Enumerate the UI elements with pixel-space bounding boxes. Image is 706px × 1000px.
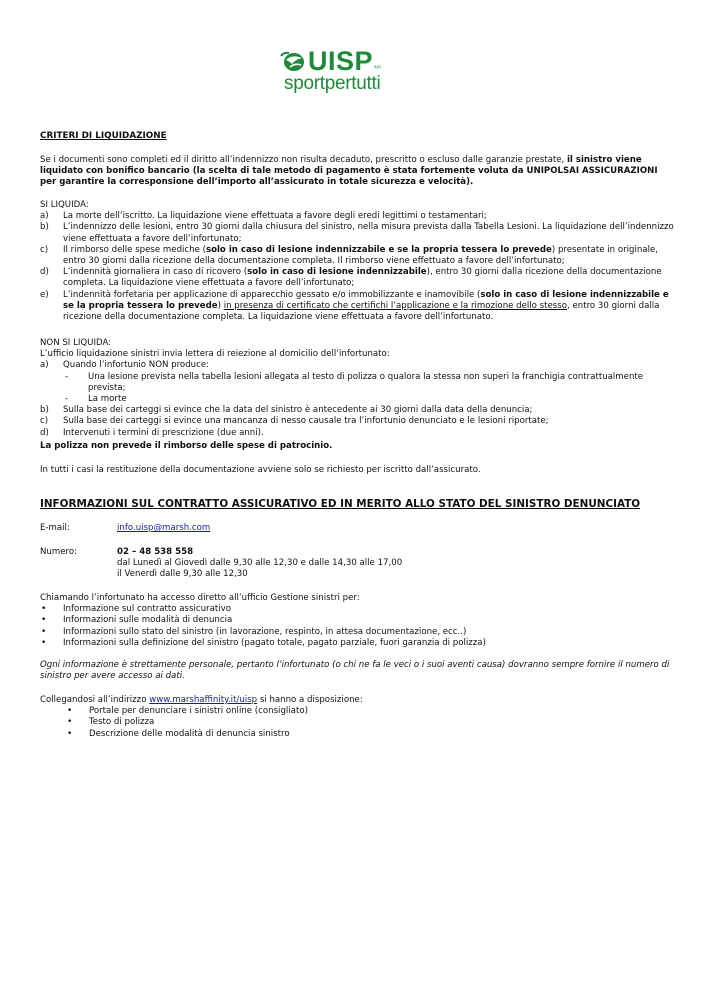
list-item: c) Il rimborso delle spese mediche (solo in caso di lesione indennizzabile e se la propria tessera lo prevede) presentate in originale, entro 30 giorni dalla ricezione della documentazione completa. Il rimborso viene effettuato a favore dell’infortunato; <box>40 244 658 267</box>
bullet-icon: • <box>67 717 73 728</box>
list-item: c) Sulla base dei carteggi si evince una mancanza di nesso causale tra l’infortunio denunciato e le lesioni riportate; <box>40 416 549 427</box>
list-item: • Informazioni sullo stato del sinistro (in lavorazione, respinto, in attesa documentazione, ecc..) <box>41 626 467 637</box>
bullet-icon: • <box>41 615 47 626</box>
uisp-logo <box>280 48 400 104</box>
list-item: e) L’indennità forfetaria per applicazione di apparecchio gessato e/o immobilizzante e inamovibile (solo in caso di lesione indennizzabile e se la propria tessera lo prevede) in presenza di certificato che certifichi l’applicazione e la rimozione dello stesso, entro 30 giorni dalla ricezione della documentazione completa. La liquidazione viene effettuata a favore dell’infortunato. <box>40 289 669 323</box>
web-section <box>40 695 676 740</box>
criteri-intro: Se i documenti sono completi ed il diritto all’indennizzo non risulta decaduto, prescritto o escluso dalle garanzie prestate, il sinistro viene liquidato con bonifico bancario (la scelta di tale metodo di pagamento è stata fortemente voluta da UNIPOLSAI ASSICURAZIONI per garantire la corresponsione dell’importo all’assicurato in totale sicurezza e velocità). <box>40 155 658 188</box>
list-item: b) L’indennizzo delle lesioni, entro 30 giorni dalla chiusura del sinistro, nella misura prevista dalla Tabella Lesioni. La liquidazione dell’indennizzo viene effettuata a favore dell’infortunato; <box>40 222 674 244</box>
email-link[interactable]: info.uisp@marsh.com <box>117 523 211 533</box>
si-liquida-heading: SI LIQUIDA: <box>40 200 89 210</box>
list-item: b) Sulla base dei carteggi si evince che la data del sinistro è antecedente ai 30 giorni dalla data della denuncia; <box>40 405 533 416</box>
list-item: • Informazioni sulle modalità di denuncia <box>41 615 233 626</box>
list-item: d) L’indennità giornaliera in caso di ricovero (solo in caso di lesione indennizzabile), entro 30 giorni dalla ricezione della documentazione completa. La liquidazione viene effettuata a favore dell’infortunato; <box>40 267 662 289</box>
bullet-icon: • <box>41 626 47 637</box>
list-item: • Informazione sul contratto assicurativo <box>41 604 231 615</box>
email-row <box>40 523 210 534</box>
restituzione-note: In tutti i casi la restituzione della documentazione avviene solo se richiesto per iscritto dall’assicurato. <box>40 465 481 475</box>
phone-label: Numero: <box>40 547 78 557</box>
bullet-icon: • <box>67 728 73 739</box>
web-intro: Collegandosi all’indirizzo www.marshaffinity.it/uisp si hanno a disposizione: <box>40 695 363 705</box>
sub-list-item: - La morte <box>65 394 127 405</box>
runner-ball-icon <box>280 50 306 72</box>
list-item: d) Intervenuti i termini di prescrizione (due anni). <box>40 427 264 438</box>
si-liquida-section <box>40 200 676 323</box>
list-item: • Informazioni sulla definizione del sinistro (pagato totale, pagato parziale, fuori garanzia di polizza) <box>41 637 486 648</box>
bullet-icon: • <box>67 706 73 717</box>
privacy-note: Ogni informazione è strettamente personale, pertanto l’infortunato (o chi ne fa le veci o i suoi aventi causa) dovranno sempre fornire il numero di sinistro per avere accesso ai dati. <box>40 660 670 682</box>
bullet-icon: • <box>41 637 47 648</box>
logo-tagline: sportpertutti <box>284 73 381 94</box>
sub-list-item: - Una lesione prevista nella tabella lesioni allegata al testo di polizza o qualora la stessa non superi la franchigia contrattualmente prevista; <box>65 371 644 393</box>
call-intro: Chiamando l’infortunato ha accesso diretto all’ufficio Gestione sinistri per: <box>40 593 360 603</box>
hours-fri: il Venerdì dalle 9,30 alle 12,30 <box>117 569 248 580</box>
non-si-liquida-section <box>40 338 676 439</box>
logo-suffix: aps <box>374 63 382 69</box>
call-section <box>40 593 676 649</box>
list-item: a) La morte dell’iscritto. La liquidazione viene effettuata a favore degli eredi legittimi o testamentari; <box>40 211 487 222</box>
list-item: • Portale per denunciare i sinistri online (consigliato) <box>67 706 308 717</box>
heading-informazioni: INFORMAZIONI SUL CONTRATTO ASSICURATIVO ED IN MERITO ALLO STATO DEL SINISTRO DENUNCIATO <box>40 498 641 510</box>
non-si-liquida-heading: NON SI LIQUIDA: <box>40 338 112 348</box>
list-item: a) Quando l’infortunio NON produce: <box>40 360 209 371</box>
hours-mon-thu: dal Lunedì al Giovedì dalle 9,30 alle 12,30 e dalle 14,30 alle 17,00 <box>117 558 403 569</box>
non-si-liquida-intro: L’ufficio liquidazione sinistri invia lettera di reiezione al domicilio dell’infortunato: <box>40 349 390 360</box>
email-label: E-mail: <box>40 523 70 533</box>
criteri-intro-bold: il sinistro viene liquidato con bonifico bancario (la scelta di tale metodo di pagamento è stata fortemente voluta da UNIPOLSAI ASSICURAZIONI per garantire la corresponsione dell’importo all’assicurato in totale sicurezza e velocità). <box>40 155 658 188</box>
bullet-icon: • <box>41 604 47 615</box>
list-item: • Testo di polizza <box>67 717 155 728</box>
heading-criteri: CRITERI DI LIQUIDAZIONE <box>40 131 167 141</box>
logo-brand: UISP <box>308 46 374 76</box>
phone-row <box>40 547 402 581</box>
list-item: • Descrizione delle modalità di denuncia sinistro <box>67 728 290 739</box>
marshaffinity-link[interactable]: www.marshaffinity.it/uisp <box>149 695 258 705</box>
phone-number: 02 – 48 538 558 <box>117 547 194 557</box>
patrocinio-note: La polizza non prevede il rimborso delle spese di patrocinio. <box>40 441 333 451</box>
